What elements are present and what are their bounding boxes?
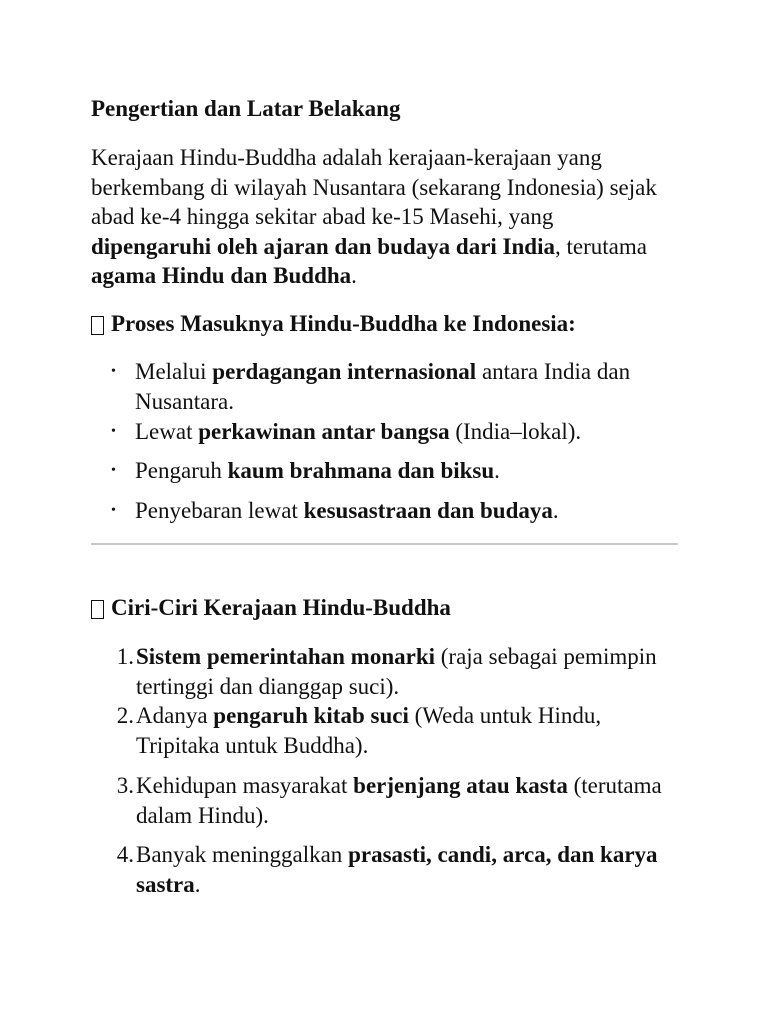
- bullet-icon: •: [111, 503, 116, 518]
- list-item-text: .: [552, 498, 559, 523]
- list-number: 1.: [116, 644, 134, 669]
- list-item-text: (Weda untuk Hindu, Tripitaka untuk Buddha).: [136, 703, 602, 758]
- section-heading-background: Pengertian dan Latar Belakang: [91, 96, 401, 121]
- list-item-text: Adanya: [136, 703, 214, 728]
- list-item-text: antara India dan Nusantara.: [135, 359, 631, 414]
- list-item-text: .: [494, 458, 500, 483]
- list-item-bold: berjenjang atau kasta: [353, 773, 568, 798]
- section-title-traits: Ciri-Ciri Kerajaan Hindu-Buddha: [111, 595, 451, 620]
- list-item-text: Penyebaran lewat: [135, 498, 304, 523]
- list-item-text: Pengaruh: [135, 458, 228, 483]
- list-item-text: (terutama dalam Hindu).: [136, 773, 662, 828]
- list-item-bold: kesusastraan dan budaya: [303, 498, 553, 523]
- missing-glyph-icon: [91, 316, 104, 335]
- list-item-text: Kehidupan masyarakat: [136, 773, 354, 798]
- list-item-bold: perkawinan antar bangsa: [198, 419, 450, 444]
- numbered-list-item: [116, 771, 686, 830]
- list-number: 4.: [116, 842, 134, 867]
- list-number: 2.: [116, 703, 134, 728]
- list-item-bold: perdagangan internasional: [212, 359, 477, 384]
- list-item: [111, 417, 685, 447]
- list-item-text: .: [194, 871, 201, 897]
- section-heading-process: [91, 310, 576, 338]
- list-item-bold: prasasti, candi, arca, dan karya sastra: [136, 842, 658, 897]
- section-heading-traits: [91, 594, 451, 622]
- bullet-icon: •: [111, 424, 116, 439]
- numbered-list-item: [116, 642, 686, 701]
- list-item-text: Lewat: [135, 419, 199, 444]
- intro-bold-1: dipengaruhi oleh ajaran dan budaya dari India: [91, 233, 555, 259]
- list-item: [111, 357, 685, 416]
- list-number: 3.: [116, 773, 134, 798]
- list-item: [111, 456, 685, 486]
- intro-text-2: , terutama: [554, 233, 647, 259]
- intro-text-1: Kerajaan Hindu-Buddha adalah kerajaan-kerajaan yang berkembang di wilayah Nusantara (sekarang Indonesia) sejak abad ke-4 hingga sekitar abad ke-15 Masehi, yang: [91, 145, 657, 229]
- list-item-text: (India–lokal).: [449, 419, 582, 444]
- missing-glyph-icon: [91, 600, 104, 619]
- list-item-text: Banyak meninggalkan: [136, 842, 349, 867]
- section-title-process: Proses Masuknya Hindu-Buddha ke Indonesia:: [111, 311, 576, 336]
- bullet-icon: •: [111, 463, 116, 478]
- intro-text-3: .: [351, 263, 357, 288]
- intro-paragraph: [91, 143, 671, 291]
- intro-bold-2: agama Hindu dan Buddha: [91, 263, 352, 288]
- list-item-bold: Sistem pemerintahan monarki: [136, 644, 435, 669]
- list-item-bold: kaum brahmana dan biksu: [227, 458, 495, 483]
- numbered-list-item: [116, 701, 686, 760]
- list-item: [111, 496, 685, 526]
- bullet-icon: •: [111, 364, 116, 379]
- list-item-bold: pengaruh kitab suci: [213, 703, 409, 728]
- section-divider: [91, 543, 678, 545]
- list-item-text: (raja sebagai pemimpin tertinggi dan dianggap suci).: [136, 644, 657, 699]
- numbered-list-item: [116, 840, 686, 899]
- list-item-text: Melalui: [135, 359, 213, 384]
